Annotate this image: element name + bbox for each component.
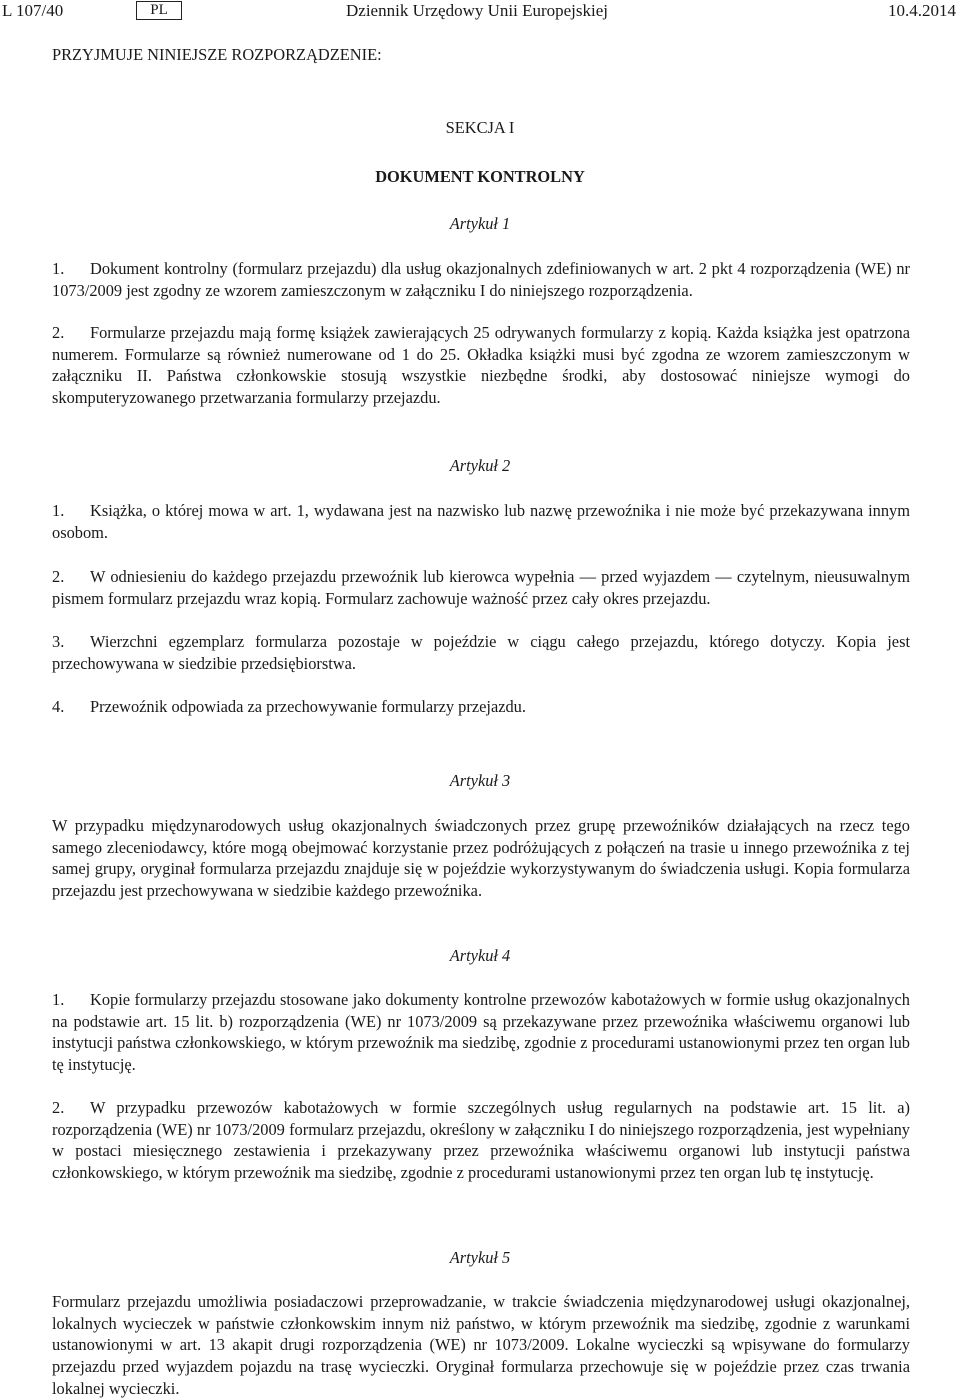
paragraph-number: 3.: [52, 632, 65, 651]
article-paragraph: [52, 258, 910, 301]
paragraph-number: 4.: [52, 697, 65, 716]
paragraph-number: 1.: [52, 990, 65, 1009]
language-code-box: PL: [136, 1, 182, 20]
paragraph-text: W przypadku międzynarodowych usług okazjonalnych świadczonych przez grupę przewoźników działających na rzecz tego samego zleceniodawcy, które mogą obejmować korzystanie przez podróżujących z połączeń na trasie u innego przewoźnika z tej samej grupy, oryginał formularza przejazdu znajduje się w pojeździe wykorzystywanym do świadczenia usługi. Kopia formularza przejazdu jest przechowywana w siedzibie każdego przewoźnika.: [52, 816, 910, 901]
article-heading: Artykuł 5: [449, 1248, 511, 1267]
article-paragraph: [52, 696, 910, 718]
article-paragraph: [52, 1097, 910, 1184]
article-paragraph: [52, 815, 910, 902]
paragraph-text: Dokument kontrolny (formularz przejazdu) dla usług okazjonalnych zdefiniowanych w art. 2 pkt 4 rozporządzenia (WE) nr 1073/2009 jest zgodny ze wzorem zamieszczonym w załączniku I do niniejszego rozporządzenia.: [52, 259, 910, 300]
paragraph-text: Wierzchni egzemplarz formularza pozostaje w pojeździe w ciągu całego przejazdu, którego dotyczy. Kopia jest przechowywana w siedzibie przedsiębiorstwa.: [52, 632, 910, 673]
preamble: PRZYJMUJE NINIEJSZE ROZPORZĄDZENIE:: [52, 45, 382, 64]
page-reference: L 107/40: [2, 1, 64, 20]
article-heading: Artykuł 3: [449, 771, 511, 790]
article-paragraph: [52, 631, 910, 674]
article-paragraph: [52, 322, 910, 409]
paragraph-number: 1.: [52, 259, 65, 278]
publication-date: 10.4.2014: [888, 1, 956, 20]
paragraph-text: Przewoźnik odpowiada za przechowywanie formularzy przejazdu.: [90, 697, 526, 716]
paragraph-text: Książka, o której mowa w art. 1, wydawana jest na nazwisko lub nazwę przewoźnika i nie może być przekazywana innym osobom.: [52, 501, 910, 542]
section-label: SEKCJA I: [445, 118, 515, 137]
paragraph-text: W przypadku przewozów kabotażowych w formie szczególnych usług regularnych na podstawie art. 15 lit. a) rozporządzenia (WE) nr 1073/2009 formularz przejazdu, określony w załączniku I do niniejszego rozporządzenia, jest wypełniany w postaci miesięcznego zestawienia i przekazywany przez przewoźnika właściwemu organowi lub instytucji państwa członkowskiego, w którym przewoźnik ma siedzibę, zgodnie z procedurami ustanowionymi przez ten organ lub tę instytucję.: [52, 1098, 910, 1183]
article-paragraph: [52, 1291, 910, 1400]
paragraph-number: 2.: [52, 567, 65, 586]
article-paragraph: [52, 566, 910, 609]
paragraph-text: Formularze przejazdu mają formę książek zawierających 25 odrywanych formularzy z kopią. Każda książka jest opatrzona numerem. Formularze są również numerowane od 1 do 25. Okładka książki musi być zgodna ze wzorem zamieszczonym w załączniku II. Państwa członkowskie stosują wszystkie niezbędne środki, aby dostosować niniejsze wymogi do skomputeryzowanego przetwarzania formularzy przejazdu.: [52, 323, 910, 408]
article-heading: Artykuł 4: [449, 946, 511, 965]
journal-title: Dziennik Urzędowy Unii Europejskiej: [346, 1, 609, 20]
section-title: DOKUMENT KONTROLNY: [375, 167, 585, 186]
page-header: [0, 0, 960, 22]
paragraph-text: Kopie formularzy przejazdu stosowane jako dokumenty kontrolne przewozów kabotażowych w formie usług okazjonalnych na podstawie art. 15 lit. b) rozporządzenia (WE) nr 1073/2009 są przekazywane przez przewoźnika właściwemu organowi lub instytucji państwa członkowskiego, w którym przewoźnik ma siedzibę, zgodnie z procedurami ustanowionymi przez ten organ lub tę instytucję.: [52, 990, 910, 1075]
article-heading: Artykuł 1: [449, 214, 511, 233]
article-paragraph: [52, 989, 910, 1076]
paragraph-text: Formularz przejazdu umożliwia posiadaczowi przeprowadzanie, w trakcie świadczenia międzynarodowej usługi okazjonalnej, lokalnych wycieczek w państwie członkowskim innym niż państwo, w którym przewoźnik ma siedzibę, zgodnie z warunkami ustanowionymi w art. 13 akapit drugi rozporządzenia (WE) nr 1073/2009. Lokalne wycieczki są wpisywane do formularzy przejazdu przed wyjazdem pojazdu na trasę wycieczki. Oryginał formularza przechowuje się w pojeździe przez czas trwania lokalnej wycieczki.: [52, 1292, 910, 1398]
paragraph-number: 2.: [52, 1098, 65, 1117]
article-paragraph: [52, 500, 910, 543]
paragraph-text: W odniesieniu do każdego przejazdu przewoźnik lub kierowca wypełnia — przed wyjazdem — czytelnym, nieusuwalnym pismem formularz przejazdu wraz kopią. Formularz zachowuje ważność przez cały okres przejazdu.: [52, 567, 910, 608]
paragraph-number: 2.: [52, 323, 65, 342]
paragraph-number: 1.: [52, 501, 65, 520]
article-heading: Artykuł 2: [449, 456, 511, 475]
